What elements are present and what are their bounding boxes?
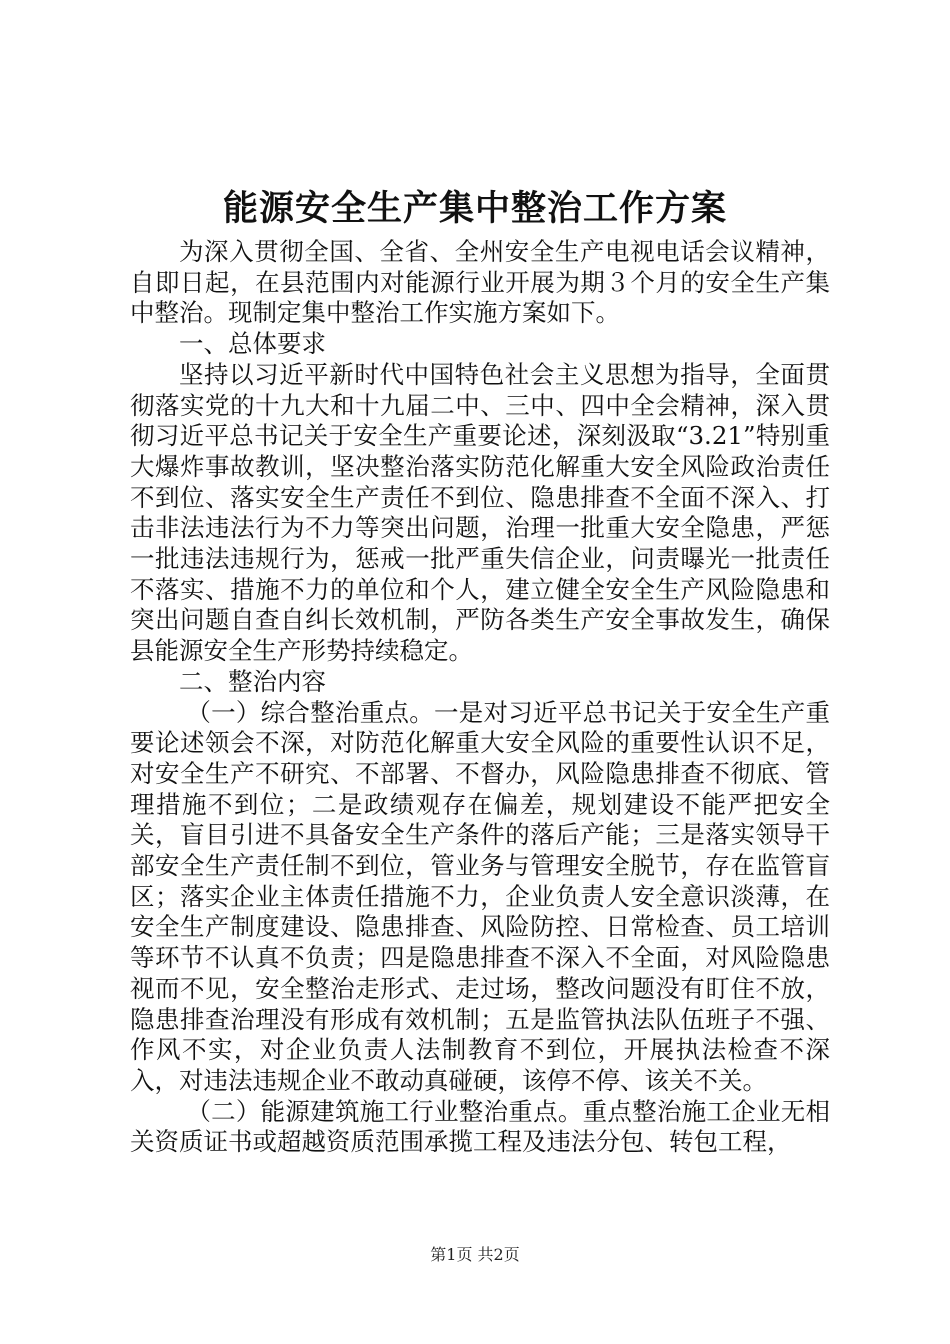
intro-paragraph: 为深入贯彻全国、全省、全州安全生产电视电话会议精神，自即日起，在县范围内对能源行业开展为期３个月的安全生产集中整治。现制定集中整治工作实施方案如下。: [130, 237, 830, 328]
comprehensive-rectification-paragraph: （一）综合整治重点。一是对习近平总书记关于安全生产重要论述领会不深，对防范化解重大安全风险的重要性认识不足，对安全生产不研究、不部署、不督办，风险隐患排查不彻底、管理措施不到位；二是政绩观存在偏差，规划建设不能严把安全关，盲目引进不具备安全生产条件的落后产能；三是落实领导干部安全生产责任制不到位，管业务与管理安全脱节，存在监管盲区；落实企业主体责任措施不力，企业负责人安全意识淡薄，在安全生产制度建设、隐患排查、风险防控、日常检查、员工培训等环节不认真不负责；四是隐患排查不深入不全面，对风险隐患视而不见，安全整治走形式、走过场，整改问题没有盯住不放，隐患排查治理没有形成有效机制；五是监管执法队伍班子不强、作风不实，对企业负责人法制教育不到位，开展执法检查不深入，对违法违规企业不敢动真碰硬，该停不停、该关不关。: [130, 697, 830, 1095]
page-number-footer: 第1页 共2页: [430, 1245, 520, 1264]
document-title: 能源安全生产集中整治工作方案: [222, 188, 727, 229]
document-body: [130, 237, 830, 1158]
general-requirements-paragraph: 坚持以习近平新时代中国特色社会主义思想为指导，全面贯彻落实党的十九大和十九届二中、三中、四中全会精神，深入贯彻习近平总书记关于安全生产重要论述，深刻汲取“3.21”特别重大爆炸事故教训，坚决整治落实防范化解重大安全风险政治责任不到位、落实安全生产责任不到位、隐患排查不全面不深入、打击非法违法行为不力等突出问题，治理一批重大安全隐患，严惩一批违法违规行为，惩戒一批严重失信企业，问责曝光一批责任不落实、措施不力的单位和个人，建立健全安全生产风险隐患和突出问题自查自纠长效机制，严防各类生产安全事故发生，确保县能源安全生产形势持续稳定。: [130, 359, 830, 666]
section-heading-rectification-content: 二、整治内容: [179, 666, 326, 696]
construction-rectification-paragraph: （二）能源建筑施工行业整治重点。重点整治施工企业无相关资质证书或超越资质范围承揽工程及违法分包、转包工程，: [130, 1096, 830, 1157]
section-heading-general-requirements: 一、总体要求: [179, 329, 326, 359]
